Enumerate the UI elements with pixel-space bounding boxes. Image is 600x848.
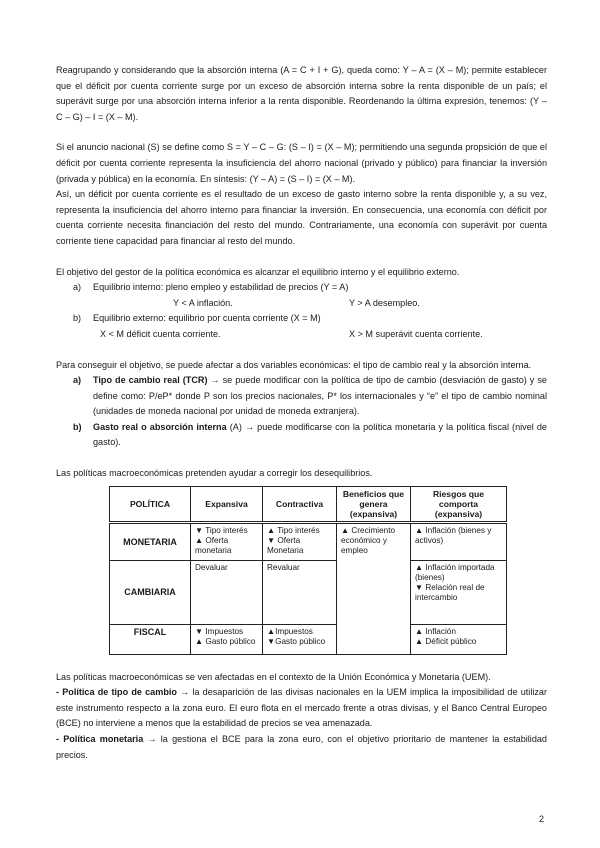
cell-fiscal-risk <box>411 624 507 654</box>
paragraph-deficit: Así, un déficit por cuenta corriente es el resultado de un exceso de gasto interno sobre la renta disponible y, a su vez, representa la insuficiencia del ahorro interno para financiar la inversión. En consecuencia, una economía con déficit por cuenta corriente necesita financiación del resto del mundo. Contrariamente, una economía con superávit por cuenta corriente tiene capacidad para financiar al resto del mundo. <box>56 189 547 246</box>
list-text: Equilibrio externo: equilibrio por cuenta corriente (X = M) <box>93 313 321 324</box>
case-unemployment: Y > A desempleo. <box>349 297 420 308</box>
paragraph-monetary-policy <box>56 732 547 763</box>
absorption-description: (A) → puede modificarse con la política monetaria y la política fiscal (nivel de gasto). <box>93 421 547 448</box>
row-head-monetaria: MONETARIA <box>110 522 191 560</box>
policy-table <box>109 486 507 655</box>
list-label: b) <box>73 421 82 432</box>
cell-line: ▲ Tipo interés <box>267 525 320 535</box>
cell-monetaria-expansive <box>191 522 263 560</box>
cell-line: ▼ Relación real de intercambio <box>415 582 485 602</box>
row-head-cambiaria: CAMBIARIA <box>110 560 191 624</box>
cell-line: ▼ Oferta Monetaria <box>267 535 304 555</box>
paragraph-policies-intro: Las políticas macroeconómicas pretenden ayudar a corregir los desequilibrios. <box>56 468 373 479</box>
table-row-cambiaria <box>110 560 507 624</box>
tcr-description: → se puede modificar con la política de tipo de cambio (desviación de gasto) y se define como: P/eP* donde P son los precios nacionales, P* los internacionales y “e” el tipo de cambio nominal (unidades de moneda nacional por unidad de moneda extranjera). <box>93 375 547 417</box>
internal-equilibrium-cases <box>56 296 547 312</box>
exchange-policy-text: → la desaparición de las divisas nacionales en la UEM implica la imposibilidad de utilizar este instrumento respecto a la zona euro. El euro flota en el mercado frente a otras divisas, y el Banco Central Europeo (BCE) no interviene a menos que la estabilidad de precios se vea amenazada. <box>56 687 547 729</box>
list-item-tcr <box>56 373 547 420</box>
cell-line: ▲ Gasto público <box>195 636 256 646</box>
cell-line: ▼ Tipo interés <box>195 525 248 535</box>
paragraph-exchange-policy <box>56 685 547 732</box>
cell-fiscal-expansive <box>191 624 263 654</box>
cell-line: ▲ Déficit público <box>415 636 477 646</box>
cell-benefits: ▲ Crecimiento económico y empleo <box>337 522 411 654</box>
cell-fiscal-contractive <box>263 624 337 654</box>
cell-cambiaria-risk <box>411 560 507 624</box>
list-item-absorption <box>56 420 547 451</box>
monetary-policy-text: → la gestiona el BCE para la zona euro, con el objetivo prioritario de mantener la estabilidad precios. <box>56 734 547 760</box>
cell-line: ▲Impuestos <box>267 626 313 636</box>
header-expansive: Expansiva <box>191 486 263 522</box>
header-risks: Riesgos que comporta (expansiva) <box>411 486 507 522</box>
header-benefits: Beneficios que genera (expansiva) <box>337 486 411 522</box>
term-absorption: Gasto real o absorción interna <box>93 421 227 432</box>
list-label: a) <box>73 282 82 293</box>
cell-cambiaria-contractive: Revaluar <box>263 560 337 624</box>
paragraph-variables: Para conseguir el objetivo, se puede afectar a dos variables económicas: el tipo de cambio real y la absorción interna. <box>56 359 532 370</box>
cell-monetaria-contractive <box>263 522 337 560</box>
term-monetary-policy: - Política monetaria <box>56 734 144 745</box>
list-label: a) <box>73 375 82 386</box>
paragraph-uem: Las políticas macroeconómicas se ven afectadas en el contexto de la Unión Económica y Monetaria (UEM). <box>56 671 491 682</box>
paragraph-absorption: Reagrupando y considerando que la absorción interna (A = C + I + G), queda como: Y – A = (X – M); permite establecer que el déficit por cuenta corriente surge por un exceso de absorción interna sobre la renta disponible de un país; el superávit surge por una absorción interna inferior a la renta disponible. Reordenando la última expresión, tenemos: (Y – C – G) – I = (X – M). <box>56 65 547 122</box>
cell-monetaria-risk: ▲ Inflación (bienes y activos) <box>411 522 507 560</box>
list-text <box>93 420 547 451</box>
list-item-internal-equilibrium <box>56 280 547 296</box>
external-equilibrium-cases <box>56 327 547 343</box>
term-tcr: Tipo de cambio real (TCR) <box>93 375 208 386</box>
term-exchange-policy: - Política de tipo de cambio <box>56 687 177 698</box>
cell-line: ▲ Inflación <box>415 626 456 636</box>
list-text: Equilibrio interno: pleno empleo y estabilidad de precios (Y = A) <box>93 282 349 293</box>
list-text <box>93 373 547 420</box>
document-page <box>56 63 547 763</box>
table-row-monetaria <box>110 522 507 560</box>
cell-line: ▲ Inflación importada (bienes) <box>415 562 495 582</box>
header-policy: POLÍTICA <box>110 486 191 522</box>
list-item-external-equilibrium <box>56 311 547 327</box>
paragraph-savings: Si el anuncio nacional (S) se define como S = Y – C – G: (S – I) = (X – M); permitiendo una segunda propsición de que el déficit por cuenta corriente representa la insuficiencia del ahorro nacional (privado y público) para financiar la inversión (privada y pública) en la economía. En síntesis: (Y – A) = (S – I) = (X – M). <box>56 142 547 184</box>
cell-line: ▼ Impuestos <box>195 626 244 636</box>
paragraph-objective: El objetivo del gestor de la política económica es alcanzar el equilibrio interno y el equilibrio externo. <box>56 266 460 277</box>
table-row-fiscal <box>110 624 507 654</box>
list-label: b) <box>73 313 82 324</box>
case-deficit: X < M déficit cuenta corriente. <box>100 328 221 339</box>
cell-cambiaria-expansive: Devaluar <box>191 560 263 624</box>
case-surplus: X > M superávit cuenta corriente. <box>349 328 483 339</box>
table-header-row <box>110 486 507 522</box>
cell-line: ▲ Oferta monetaria <box>195 535 232 555</box>
page-number: 2 <box>538 814 544 824</box>
case-inflation: Y < A inflación. <box>173 297 233 308</box>
cell-line: ▼Gasto público <box>267 636 326 646</box>
row-head-fiscal: FISCAL <box>110 624 191 654</box>
header-contractive: Contractiva <box>263 486 337 522</box>
